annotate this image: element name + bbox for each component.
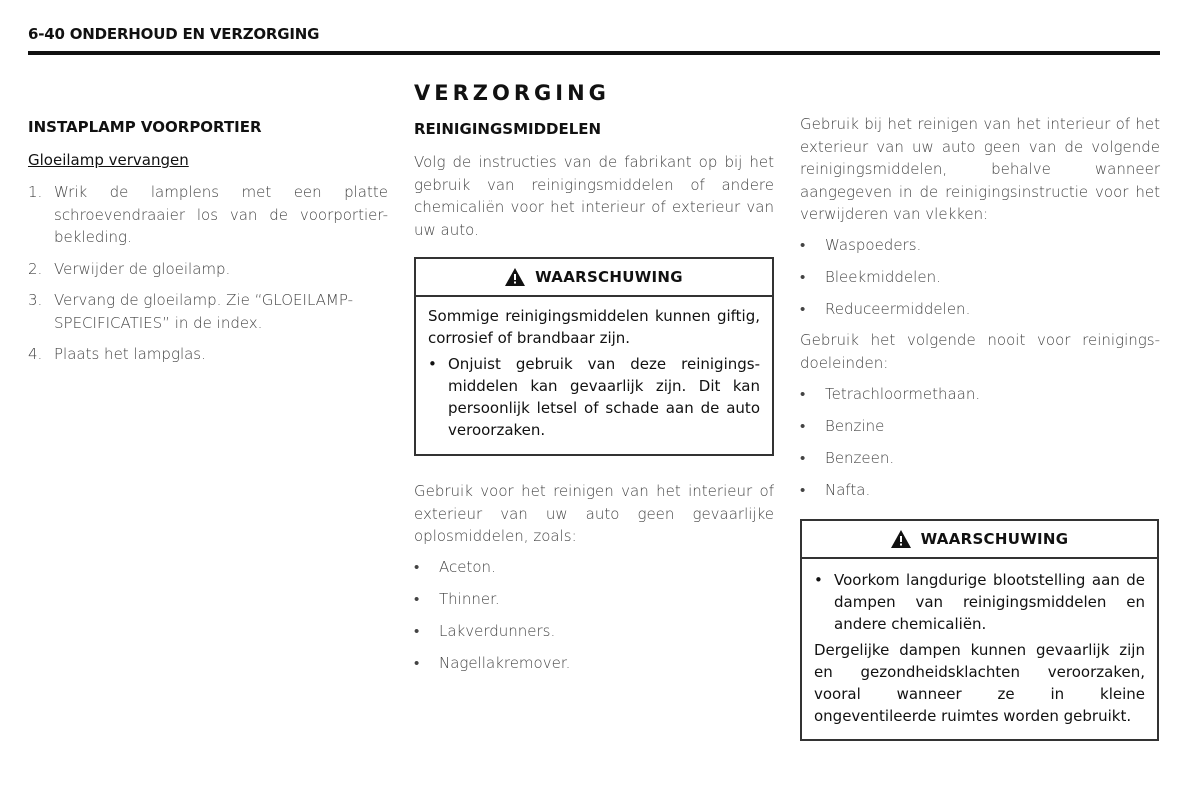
warning-paragraph: Dergelijke dampen kunnen gevaarlijk zijn en gezondheidsklachten veroorzaken, vooral wanneer ze in kleine ongeventileerde ruimtes worden gebruikt.	[814, 641, 1145, 725]
list-item: • Lakverdunners.	[414, 622, 556, 640]
step-item: 2. Verwijder de gloeilamp.	[28, 259, 231, 278]
verzorging-title: VERZORGING	[414, 81, 610, 105]
warning-lead: Sommige reinigingsmiddelen kunnen giftig, corrosief of brandbaar zijn.	[428, 307, 760, 347]
list-item: • Aceton.	[414, 558, 496, 576]
list-item: • Nagellakremover.	[414, 654, 571, 672]
list-item: • Reduceermiddelen.	[800, 300, 971, 318]
step-item: 3. Vervang de gloeilamp. Zie “GLOEILAMP-SPECIFICATIES” in de index.	[28, 291, 353, 332]
list-item: • Benzeen.	[800, 449, 895, 467]
step-item: 4. Plaats het lampglas.	[28, 345, 206, 363]
list-item: • Benzine	[800, 417, 885, 435]
page-header: 6-40 ONDERHOUD EN VERZORGING	[28, 25, 320, 43]
warning-body	[802, 559, 1157, 741]
warning-box	[414, 257, 774, 456]
warning-box	[800, 519, 1159, 741]
step-item: 1. Wrik de lamplens met een platte schroevendraaier los van de voorportier-bekleding.	[28, 183, 388, 246]
warning-triangle-icon	[505, 268, 525, 286]
warning-title: WAARSCHUWING	[920, 530, 1069, 548]
instaplamp-heading: INSTAPLAMP VOORPORTIER	[28, 118, 262, 136]
list-item: • Bleekmiddelen.	[800, 268, 941, 286]
reinigingsmiddelen-heading: REINIGINGSMIDDELEN	[414, 120, 602, 138]
list-item: • Waspoeders.	[800, 236, 922, 254]
solvents-paragraph: Gebruik voor het reinigen van het interieur of exterieur van uw auto geen gevaarlijke oplosmiddelen, zoals:	[414, 482, 774, 545]
steps-list	[28, 181, 388, 375]
gloeilamp-subheading: Gloeilamp vervangen	[28, 151, 189, 169]
warning-bullet: • Onjuist gebruik van deze reinigings-middelen kan gevaarlijk zijn. Dit kan persoonlijk letsel of schade aan de auto veroorzaken.	[428, 355, 760, 439]
warning-title: WAARSCHUWING	[535, 268, 683, 286]
warning-triangle-icon	[891, 530, 911, 548]
solvents-list	[414, 556, 774, 684]
list-item: • Nafta.	[800, 481, 871, 499]
warning-header	[416, 259, 772, 297]
list-item: • Tetrachloormethaan.	[800, 385, 981, 403]
never-paragraph: Gebruik het volgende nooit voor reinigings-doeleinden:	[800, 331, 1160, 372]
never-list	[800, 383, 1160, 511]
agents-paragraph: Gebruik bij het reinigen van het interieur of het exterieur van uw auto geen van de volgende reinigingsmiddelen, behalve wanneer aangegeven in de reinigingsinstructie voor het verwijderen van vlekken:	[800, 115, 1160, 223]
header-rule	[28, 51, 1160, 55]
warning-header	[802, 521, 1157, 559]
list-item: • Thinner.	[414, 590, 500, 608]
warning-body	[416, 297, 772, 455]
intro-paragraph: Volg de instructies van de fabrikant op bij het gebruik van reinigingsmiddelen of andere chemicaliën voor het interieur of exterieur van uw auto.	[414, 153, 774, 239]
agents-list	[800, 234, 1160, 330]
warning-bullet: • Voorkom langdurige blootstelling aan de dampen van reinigingsmiddelen en andere chemicaliën.	[814, 571, 1145, 633]
